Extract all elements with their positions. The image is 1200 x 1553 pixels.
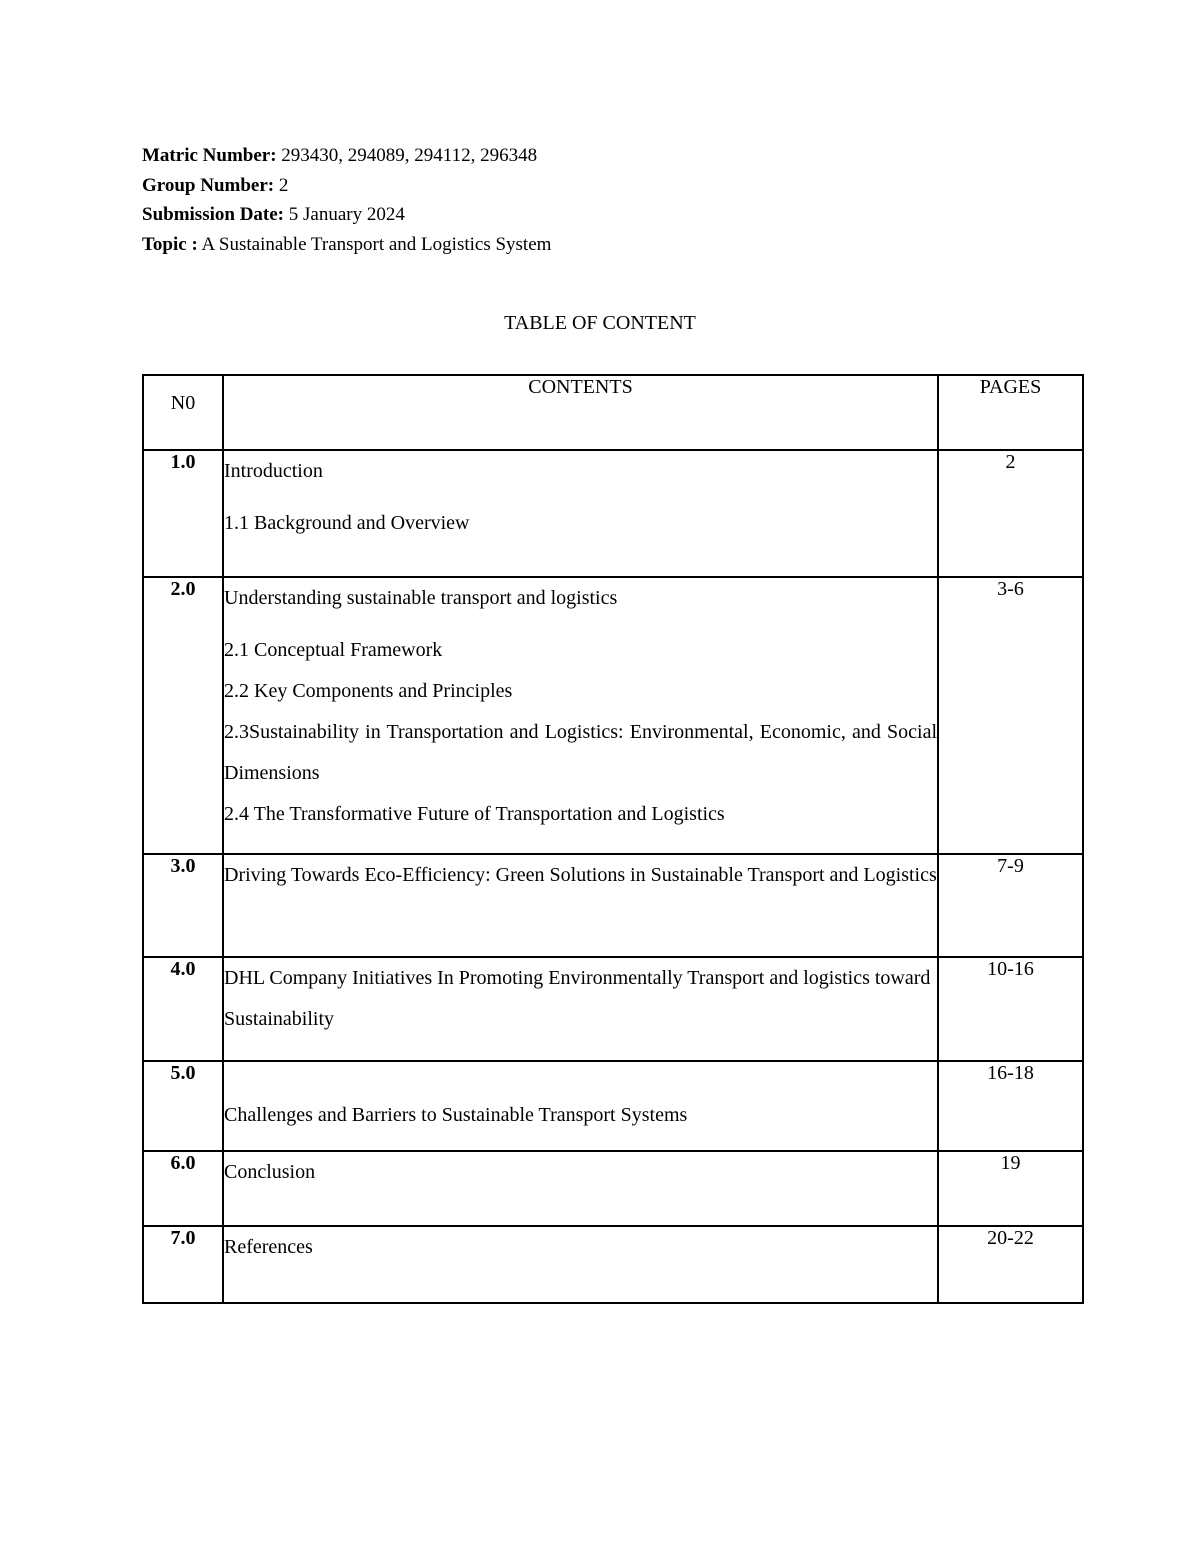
group-number-row	[142, 171, 551, 201]
topic-value: A Sustainable Transport and Logistics System	[197, 233, 552, 255]
header-contents: CONTENTS	[223, 375, 938, 450]
row-pages: 7-9	[938, 854, 1083, 957]
row-pages: 20-22	[938, 1226, 1083, 1303]
row-subsection: 2.4 The Transformative Future of Transportation and Logistics	[224, 803, 725, 825]
document-meta	[142, 141, 551, 259]
submission-date-label: Submission Date:	[142, 204, 284, 225]
table-row	[143, 1151, 1083, 1226]
table-row	[143, 577, 1083, 854]
table-row	[143, 1061, 1083, 1151]
row-pages: 19	[938, 1151, 1083, 1226]
row-subsection: 1.1 Background and Overview	[224, 512, 470, 534]
row-pages: 3-6	[938, 577, 1083, 854]
row-content	[223, 1151, 938, 1226]
row-content	[223, 1061, 938, 1151]
row-pages: 16-18	[938, 1061, 1083, 1151]
matric-number-row	[142, 141, 551, 171]
row-number: 4.0	[143, 957, 223, 1061]
row-subsection: 2.2 Key Components and Principles	[224, 680, 513, 702]
row-content	[223, 450, 938, 577]
matric-number-value: 293430, 294089, 294112, 296348	[276, 145, 538, 166]
row-pages: 10-16	[938, 957, 1083, 1061]
row-title: Understanding sustainable transport and logistics	[224, 587, 618, 609]
row-title: References	[224, 1236, 313, 1258]
table-header-row	[143, 375, 1083, 450]
row-content	[223, 577, 938, 854]
matric-number-label: Matric Number:	[142, 145, 277, 166]
submission-date-row	[142, 200, 551, 230]
row-number: 7.0	[143, 1226, 223, 1303]
table-row	[143, 854, 1083, 957]
row-number: 3.0	[143, 854, 223, 957]
row-content	[223, 957, 938, 1061]
topic-row	[142, 230, 551, 260]
row-number: 2.0	[143, 577, 223, 854]
row-title: DHL Company Initiatives In Promoting Environmentally Transport and logistics toward Sustainability	[224, 967, 931, 1030]
group-number-value: 2	[274, 174, 289, 196]
topic-label: Topic :	[142, 233, 198, 255]
row-title: Introduction	[224, 460, 323, 482]
row-number: 6.0	[143, 1151, 223, 1226]
row-title: Driving Towards Eco-Efficiency: Green Solutions in Sustainable Transport and Logistics	[224, 864, 937, 886]
row-pages: 2	[938, 450, 1083, 577]
row-number: 1.0	[143, 450, 223, 577]
row-number: 5.0	[143, 1061, 223, 1151]
row-title: Challenges and Barriers to Sustainable Transport Systems	[224, 1104, 688, 1126]
table-row	[143, 1226, 1083, 1303]
group-number-label: Group Number:	[142, 174, 275, 196]
table-row	[143, 957, 1083, 1061]
header-pages: PAGES	[938, 375, 1083, 450]
table-of-content	[142, 374, 1084, 1304]
header-no: N0	[143, 375, 223, 450]
row-subsection: 2.3Sustainability in Transportation and Logistics: Environmental, Economic, and Social Dimensions	[224, 721, 937, 784]
row-subsection: 2.1 Conceptual Framework	[224, 639, 443, 661]
row-content	[223, 854, 938, 957]
table-row	[143, 450, 1083, 577]
submission-date-value: 5 January 2024	[284, 204, 405, 225]
row-content	[223, 1226, 938, 1303]
row-title: Conclusion	[224, 1161, 316, 1183]
page-title: TABLE OF CONTENT	[504, 312, 696, 334]
